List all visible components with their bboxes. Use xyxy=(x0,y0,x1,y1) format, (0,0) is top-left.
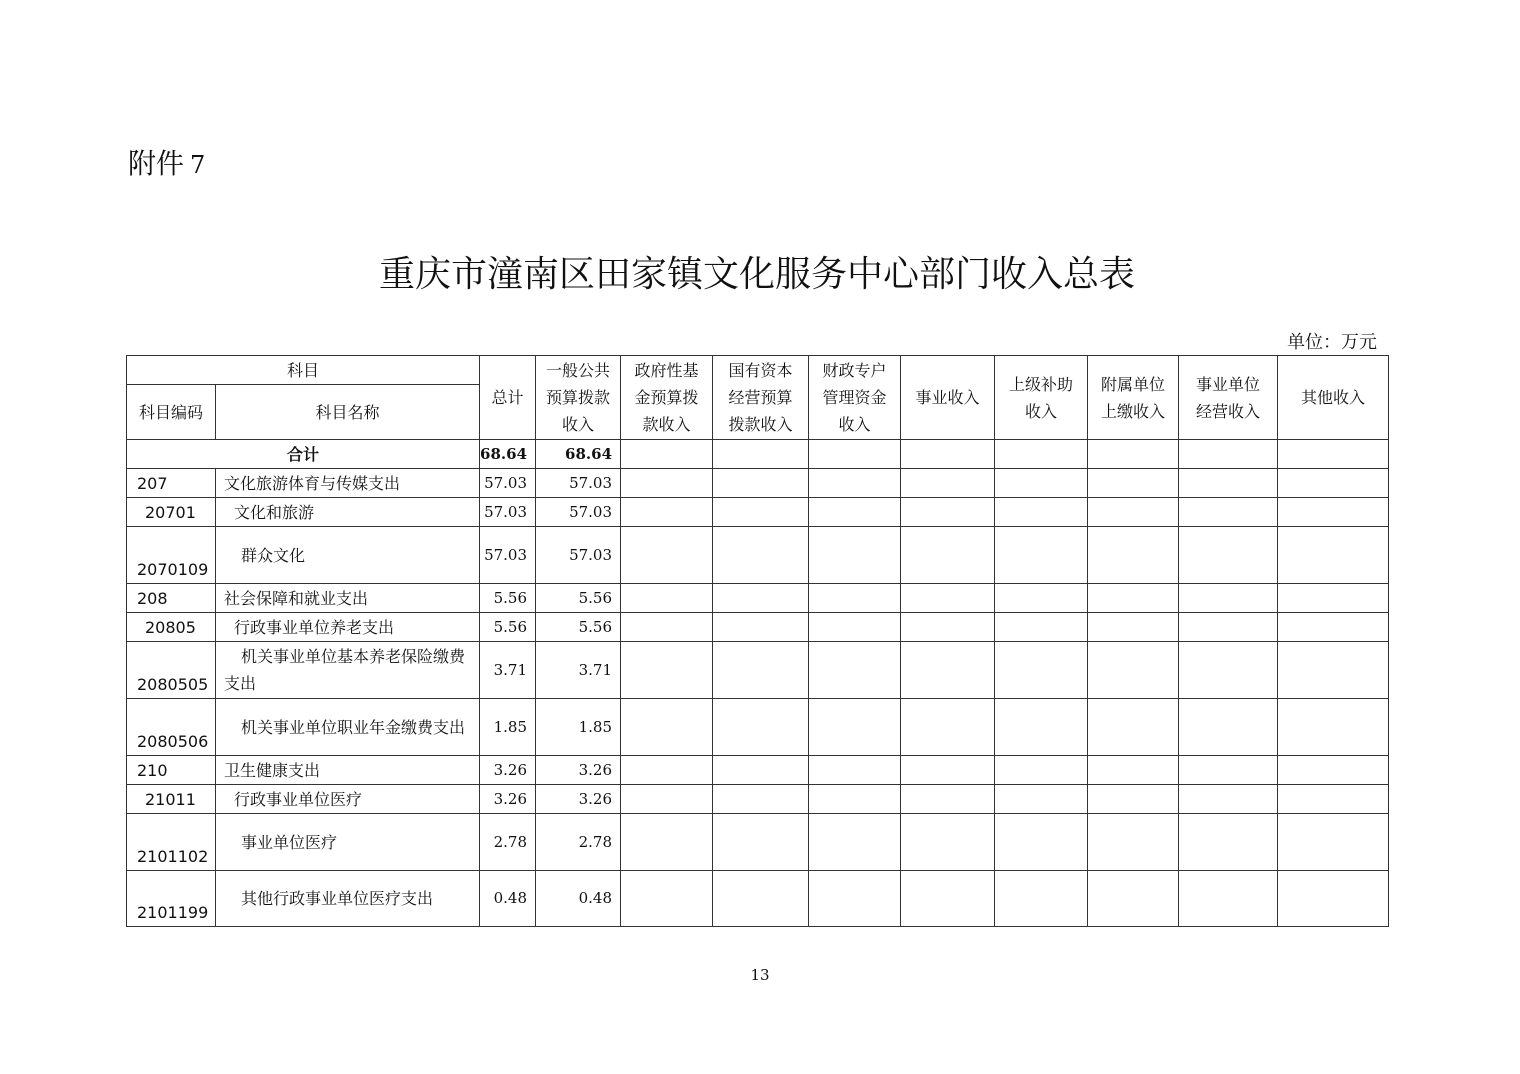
empty-cell xyxy=(901,871,995,927)
row-general: 5.56 xyxy=(536,584,621,613)
row-general: 57.03 xyxy=(536,469,621,498)
row-total: 57.03 xyxy=(480,498,536,527)
row-total: 3.26 xyxy=(480,756,536,785)
empty-cell xyxy=(621,642,713,699)
row-general: 2.78 xyxy=(536,814,621,871)
empty-cell xyxy=(1088,613,1179,642)
row-total: 57.03 xyxy=(480,527,536,584)
header-affiliated xyxy=(1088,356,1179,440)
total-general-value: 68.64 xyxy=(536,440,621,469)
empty-cell xyxy=(809,498,901,527)
empty-cell xyxy=(1278,613,1389,642)
empty-cell xyxy=(901,756,995,785)
header-line: 上级补助 xyxy=(1009,374,1074,394)
empty-cell xyxy=(1088,785,1179,814)
row-total: 5.56 xyxy=(480,613,536,642)
header-subject: 科目 xyxy=(127,356,480,385)
empty-cell xyxy=(621,814,713,871)
empty-cell xyxy=(901,814,995,871)
empty-cell xyxy=(713,756,809,785)
header-operation xyxy=(1179,356,1278,440)
row-general: 3.26 xyxy=(536,756,621,785)
unit-label: 单位：万元 xyxy=(1287,332,1377,353)
empty-cell xyxy=(621,584,713,613)
empty-cell xyxy=(809,785,901,814)
empty-cell xyxy=(809,871,901,927)
header-total: 总计 xyxy=(480,356,536,440)
row-general: 5.56 xyxy=(536,613,621,642)
empty-cell xyxy=(621,613,713,642)
empty-cell xyxy=(713,440,809,469)
table-row xyxy=(127,699,1389,756)
empty-cell xyxy=(809,469,901,498)
empty-cell xyxy=(995,527,1088,584)
empty-cell xyxy=(713,814,809,871)
row-general: 57.03 xyxy=(536,498,621,527)
header-line: 政府性基 xyxy=(634,361,699,380)
row-name-line: 机关事业单位基本养老保险缴费 xyxy=(241,647,466,666)
empty-cell xyxy=(995,699,1088,756)
page-number: 13 xyxy=(750,966,770,984)
total-value: 68.64 xyxy=(480,440,536,469)
empty-cell xyxy=(809,440,901,469)
empty-cell xyxy=(809,814,901,871)
row-code: 2080506 xyxy=(127,699,216,756)
header-name: 科目名称 xyxy=(216,385,480,440)
empty-cell xyxy=(1179,613,1278,642)
empty-cell xyxy=(995,469,1088,498)
header-line: 管理资金 xyxy=(822,388,887,407)
empty-cell xyxy=(1278,440,1389,469)
empty-cell xyxy=(1278,469,1389,498)
header-line: 款收入 xyxy=(642,415,691,434)
header-other: 其他收入 xyxy=(1278,356,1389,440)
row-total: 2.78 xyxy=(480,814,536,871)
empty-cell xyxy=(713,584,809,613)
empty-cell xyxy=(1088,584,1179,613)
total-row xyxy=(127,440,1389,469)
table-row xyxy=(127,642,1389,699)
empty-cell xyxy=(901,469,995,498)
empty-cell xyxy=(1088,440,1179,469)
empty-cell xyxy=(1278,642,1389,699)
header-line: 拨款收入 xyxy=(728,415,793,434)
empty-cell xyxy=(1278,871,1389,927)
empty-cell xyxy=(809,613,901,642)
empty-cell xyxy=(1179,440,1278,469)
header-line: 财政专户 xyxy=(822,361,887,380)
empty-cell xyxy=(1179,814,1278,871)
empty-cell xyxy=(1179,584,1278,613)
empty-cell xyxy=(901,699,995,756)
table-row xyxy=(127,527,1389,584)
empty-cell xyxy=(1088,527,1179,584)
table-row xyxy=(127,785,1389,814)
header-line: 预算拨款 xyxy=(546,388,611,407)
table-row xyxy=(127,756,1389,785)
header-line: 经营收入 xyxy=(1196,401,1261,421)
empty-cell xyxy=(995,613,1088,642)
row-code: 21011 xyxy=(127,785,216,814)
empty-cell xyxy=(1179,871,1278,927)
header-line: 收入 xyxy=(562,415,595,434)
row-total: 3.71 xyxy=(480,642,536,699)
empty-cell xyxy=(1088,756,1179,785)
header-code: 科目编码 xyxy=(127,385,216,440)
header-line: 经营预算 xyxy=(728,388,793,407)
empty-cell xyxy=(713,527,809,584)
empty-cell xyxy=(1088,498,1179,527)
row-general: 3.26 xyxy=(536,785,621,814)
row-code: 210 xyxy=(127,756,216,785)
empty-cell xyxy=(1179,642,1278,699)
row-general: 3.71 xyxy=(536,642,621,699)
empty-cell xyxy=(809,699,901,756)
empty-cell xyxy=(995,440,1088,469)
header-line: 金预算拨 xyxy=(634,388,699,407)
header-line: 事业单位 xyxy=(1196,374,1261,394)
header-line: 上缴收入 xyxy=(1101,401,1166,421)
header-superior-subsidy xyxy=(995,356,1088,440)
empty-cell xyxy=(621,498,713,527)
row-total: 5.56 xyxy=(480,584,536,613)
empty-cell xyxy=(901,498,995,527)
row-code: 2070109 xyxy=(127,527,216,584)
empty-cell xyxy=(1278,814,1389,871)
table-row xyxy=(127,814,1389,871)
page-title: 重庆市潼南区田家镇文化服务中心部门收入总表 xyxy=(378,254,1135,295)
empty-cell xyxy=(1179,699,1278,756)
empty-cell xyxy=(809,584,901,613)
attachment-text: 附件 xyxy=(128,147,185,180)
header-business-income: 事业收入 xyxy=(901,356,995,440)
empty-cell xyxy=(713,642,809,699)
row-code: 207 xyxy=(127,469,216,498)
header-line: 收入 xyxy=(1025,401,1058,421)
empty-cell xyxy=(809,527,901,584)
row-code: 208 xyxy=(127,584,216,613)
total-label: 合计 xyxy=(127,440,480,469)
empty-cell xyxy=(1278,584,1389,613)
row-code: 20805 xyxy=(127,613,216,642)
empty-cell xyxy=(621,469,713,498)
empty-cell xyxy=(621,699,713,756)
empty-cell xyxy=(621,527,713,584)
row-name: 群众文化 xyxy=(216,527,480,584)
empty-cell xyxy=(809,642,901,699)
table-row xyxy=(127,871,1389,927)
empty-cell xyxy=(901,527,995,584)
empty-cell xyxy=(901,440,995,469)
header-line: 附属单位 xyxy=(1101,374,1166,394)
empty-cell xyxy=(995,642,1088,699)
row-total: 1.85 xyxy=(480,699,536,756)
attachment-label xyxy=(128,142,205,182)
row-name: 文化旅游体育与传媒支出 xyxy=(216,469,480,498)
empty-cell xyxy=(809,756,901,785)
row-code: 20701 xyxy=(127,498,216,527)
row-total: 3.26 xyxy=(480,785,536,814)
empty-cell xyxy=(995,584,1088,613)
empty-cell xyxy=(995,785,1088,814)
empty-cell xyxy=(1278,785,1389,814)
empty-cell xyxy=(995,498,1088,527)
header-state-capital xyxy=(713,356,809,440)
empty-cell xyxy=(713,785,809,814)
row-general: 57.03 xyxy=(536,527,621,584)
row-general: 1.85 xyxy=(536,699,621,756)
header-special-account xyxy=(809,356,901,440)
header-general-budget xyxy=(536,356,621,440)
header-line: 收入 xyxy=(838,415,871,434)
empty-cell xyxy=(621,440,713,469)
row-name xyxy=(216,642,480,699)
empty-cell xyxy=(995,814,1088,871)
empty-cell xyxy=(1278,498,1389,527)
empty-cell xyxy=(995,871,1088,927)
table-row xyxy=(127,584,1389,613)
empty-cell xyxy=(713,498,809,527)
empty-cell xyxy=(1088,699,1179,756)
empty-cell xyxy=(1179,785,1278,814)
empty-cell xyxy=(901,785,995,814)
table-row xyxy=(127,469,1389,498)
attachment-number: 7 xyxy=(190,151,206,179)
table-row xyxy=(127,613,1389,642)
empty-cell xyxy=(1179,498,1278,527)
row-general: 0.48 xyxy=(536,871,621,927)
empty-cell xyxy=(621,871,713,927)
empty-cell xyxy=(1088,814,1179,871)
empty-cell xyxy=(1088,642,1179,699)
header-line: 国有资本 xyxy=(728,361,793,380)
row-name: 事业单位医疗 xyxy=(216,814,480,871)
empty-cell xyxy=(713,699,809,756)
row-name-line: 支出 xyxy=(224,674,257,693)
empty-cell xyxy=(1278,699,1389,756)
empty-cell xyxy=(1179,469,1278,498)
empty-cell xyxy=(1088,469,1179,498)
empty-cell xyxy=(901,642,995,699)
row-name: 卫生健康支出 xyxy=(216,756,480,785)
row-code: 2101102 xyxy=(127,814,216,871)
row-name: 行政事业单位养老支出 xyxy=(216,613,480,642)
empty-cell xyxy=(995,756,1088,785)
row-name: 行政事业单位医疗 xyxy=(216,785,480,814)
header-gov-fund xyxy=(621,356,713,440)
row-name: 文化和旅游 xyxy=(216,498,480,527)
row-code: 2080505 xyxy=(127,642,216,699)
empty-cell xyxy=(621,785,713,814)
empty-cell xyxy=(1179,527,1278,584)
empty-cell xyxy=(621,756,713,785)
empty-cell xyxy=(1278,756,1389,785)
row-name: 其他行政事业单位医疗支出 xyxy=(216,871,480,927)
income-summary-table xyxy=(126,355,1389,927)
row-name: 社会保障和就业支出 xyxy=(216,584,480,613)
empty-cell xyxy=(901,613,995,642)
row-total: 0.48 xyxy=(480,871,536,927)
row-name: 机关事业单位职业年金缴费支出 xyxy=(216,699,480,756)
empty-cell xyxy=(1179,756,1278,785)
empty-cell xyxy=(1278,527,1389,584)
header-line: 一般公共 xyxy=(546,361,611,380)
row-total: 57.03 xyxy=(480,469,536,498)
empty-cell xyxy=(713,613,809,642)
empty-cell xyxy=(1088,871,1179,927)
empty-cell xyxy=(713,469,809,498)
empty-cell xyxy=(901,584,995,613)
table-row xyxy=(127,498,1389,527)
row-code: 2101199 xyxy=(127,871,216,927)
empty-cell xyxy=(713,871,809,927)
